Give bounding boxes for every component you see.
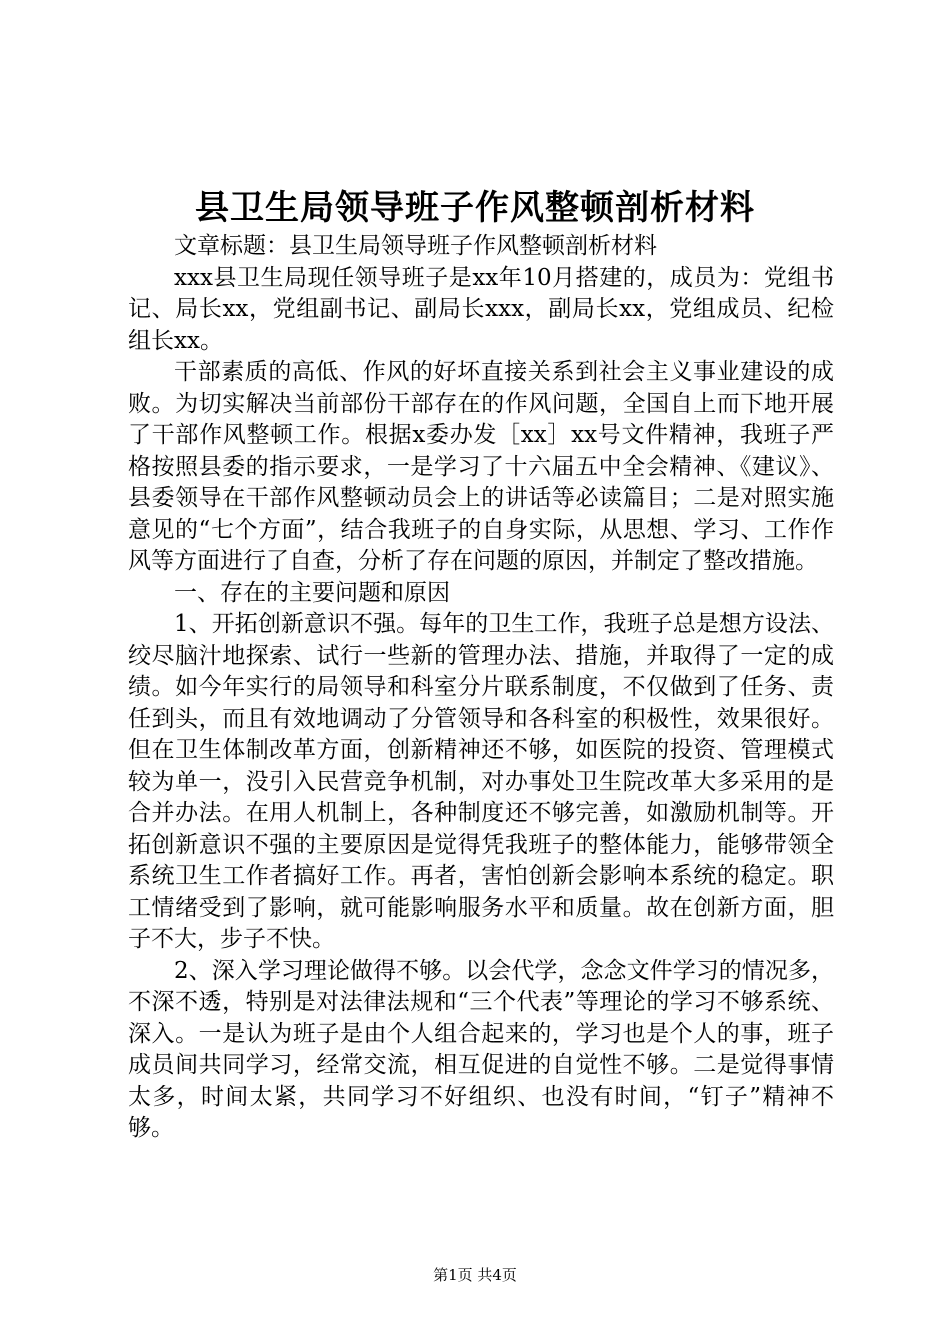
paragraph-issue-2: 2、深入学习理论做得不够。以会代学，念念文件学习的情况多，不深不透，特别是对法律法规和“三个代表”等理论的学习不够系统、深入。一是认为班子是由个人组合起来的，学习也是个人的事，班子成员间共同学习，经常交流，相互促进的自觉性不够。二是觉得事情太多，时间太紧，共同学习不好组织、也没有时间，“钉子”精神不够。 <box>128 957 834 1141</box>
article-title-line: 文章标题：县卫生局领导班子作风整顿剖析材料 <box>174 233 657 259</box>
document-title: 县卫生局领导班子作风整顿剖析材料 <box>195 188 755 228</box>
paragraph-members: xxx县卫生局现任领导班子是xx年10月搭建的，成员为：党组书记、局长xx，党组副书记、副局长xxx，副局长xx，党组成员、纪检组长xx。 <box>128 264 834 354</box>
section-heading: 一、存在的主要问题和原因 <box>174 579 450 606</box>
paragraph-background: 干部素质的高低、作风的好坏直接关系到社会主义事业建设的成败。为切实解决当前部份干部存在的作风问题，全国自上而下地开展了干部作风整顿工作。根据x委办发［xx］xx号文件精神，我班子严格按照县委的指示要求，一是学习了十六届五中全会精神、《建议》、县委领导在干部作风整顿动员会上的讲话等必读篇目；二是对照实施意见的“七个方面”，结合我班子的自身实际，从思想、学习、工作作风等方面进行了自查，分析了存在问题的原因，并制定了整改措施。 <box>128 359 834 574</box>
document-body <box>128 231 834 1145</box>
page-footer: 第1页 共4页 <box>433 1266 517 1284</box>
paragraph-issue-1: 1、开拓创新意识不强。每年的卫生工作，我班子总是想方设法、绞尽脑汁地探索、试行一些新的管理办法、措施，并取得了一定的成绩。如今年实行的局领导和科室分片联系制度，不仅做到了任务、责任到头，而且有效地调动了分管领导和各科室的积极性，效果很好。但在卫生体制改革方面，创新精神还不够，如医院的投资、管理模式较为单一，没引入民营竞争机制，对办事处卫生院改革大多采用的是合并办法。在用人机制上，各种制度还不够完善，如激励机制等。开拓创新意识不强的主要原因是觉得凭我班子的整体能力，能够带领全系统卫生工作者搞好工作。再者，害怕创新会影响本系统的稳定。职工情绪受到了影响，就可能影响服务水平和质量。故在创新方面，胆子不大，步子不快。 <box>128 611 834 952</box>
